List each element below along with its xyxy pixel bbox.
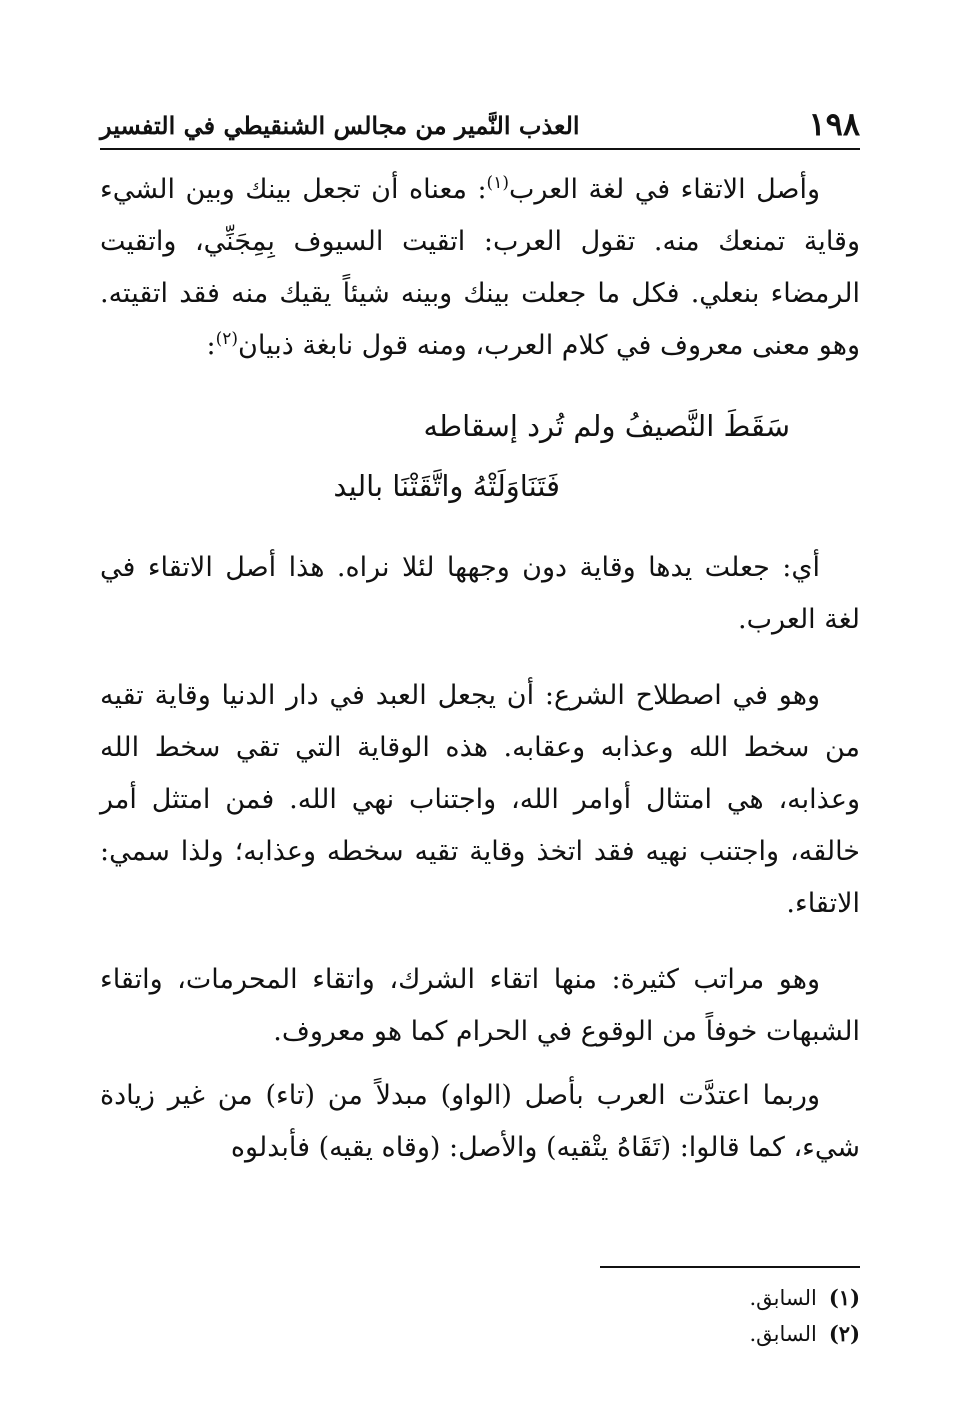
verse-first-hemistich: سَقَطَ النَّصيفُ ولم تُرد إسقاطه	[423, 409, 790, 443]
footnote-item	[100, 1280, 860, 1316]
footnote-ref-1: (١)	[486, 173, 509, 193]
paragraph-text: وأصل الاتقاء في لغة العرب	[508, 174, 820, 205]
footnotes	[100, 1266, 860, 1352]
paragraph-taqwa-levels: وهو مراتب كثيرة: منها اتقاء الشرك، واتقاء المحرمات، واتقاء الشبهات خوفاً من الوقوع في الحرام كما هو معروف.	[100, 964, 860, 1047]
paragraph-taqwa-sharia: وهو في اصطلاح الشرع: أن يجعل العبد في دار الدنيا وقاية تقيه من سخط الله وعذابه وعقابه. هذه الوقاية التي تقي سخط الله وعذابه، هي امتثال أوامر الله، واجتناب نهي الله. فمن امتثل أمر خالقه، واجتنب نهيه فقد اتخذ وقاية تقيه سخطه وعذابه؛ ولذا سمي: الاتقاء.	[100, 680, 861, 919]
book-title: العذب النَّمير من مجالس الشنقيطي في التفسير	[100, 111, 580, 140]
footnote-ref-2: (٢)	[215, 329, 238, 349]
paragraph-text: : معناه أن تجعل بينك وبين الشيء وقاية تمنعك منه. تقول العرب: اتقيت السيوف بِمِجَنِّي، واتقيت الرمضاء بنعلي. فكل ما جعلت بينك وبينه شيئاً يقيك منه فقد اتقيته. وهو معنى معروف في كلام العرب، ومنه قول نابغة ذبيان	[100, 174, 860, 361]
running-header	[100, 100, 860, 150]
poetry-verse	[100, 396, 860, 516]
page-number: ١٩٨	[808, 105, 860, 143]
verse-second-hemistich: فَتَنَاوَلَتْهُ واتَّقَتْنَا باليد	[333, 469, 560, 503]
footnote-number: (٢)	[828, 1321, 860, 1346]
paragraph-verse-explanation: أي: جعلت يدها وقاية دون وجهها لئلا نراه. هذا أصل الاتقاء في لغة العرب.	[100, 552, 860, 635]
paragraph-waw-taa: وربما اعتدَّت العرب بأصل (الواو) مبدلاً من (تاء) من غير زيادة شيء، كما قالوا: (تَقَاهُ يتْقيه) والأصل: (وقاه يقيه) فأبدلوه	[100, 1080, 860, 1163]
footnote-divider	[600, 1266, 860, 1268]
main-text	[100, 164, 860, 1174]
footnote-text: السابق.	[749, 1286, 817, 1310]
book-page	[100, 100, 860, 1380]
footnote-number: (١)	[828, 1285, 860, 1310]
footnote-text: السابق.	[749, 1322, 817, 1346]
paragraph-taqwa-language	[100, 164, 860, 372]
paragraph-text: :	[206, 330, 216, 361]
footnote-item	[100, 1316, 860, 1352]
